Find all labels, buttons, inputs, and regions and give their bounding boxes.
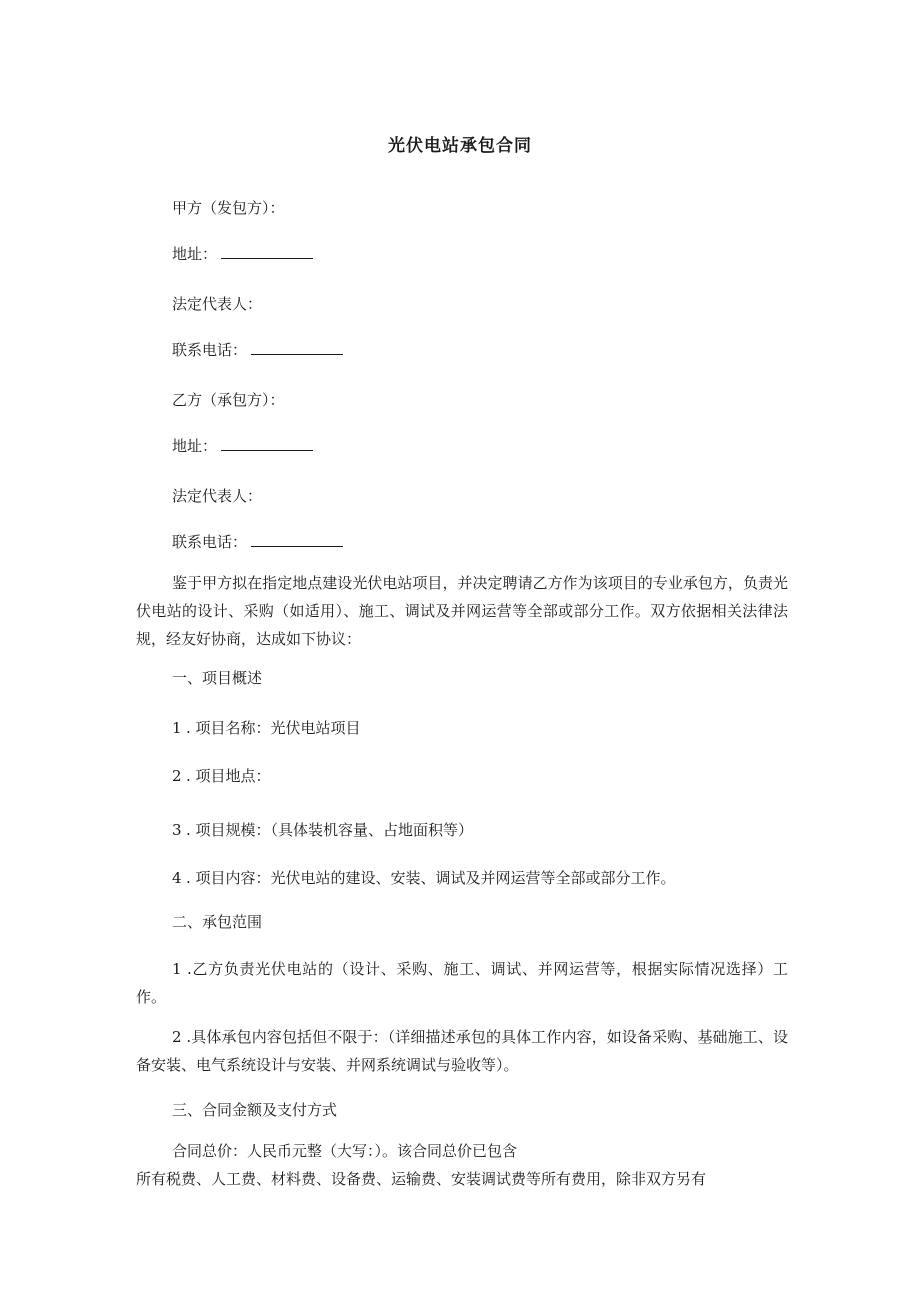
section1-item-2-text: . 项目地点：: [186, 767, 271, 785]
section1-heading: 一、项目概述: [172, 669, 263, 687]
section1-item-1-num: 1: [172, 719, 182, 737]
party-a-phone-blank: [251, 340, 343, 355]
party-a-phone: [172, 339, 343, 360]
party-a-heading: 甲方（发包方）：: [172, 199, 285, 217]
party-a-rep-label: 法定代表人：: [172, 295, 263, 313]
section1-item-1: [172, 717, 361, 738]
party-b-phone-blank: [251, 532, 343, 547]
section1-item-4: [172, 867, 676, 888]
party-b-rep-label: 法定代表人：: [172, 487, 263, 505]
section3-line-1-text: 合同总价：人民币元整（大写：）。该合同总价已包含: [172, 1142, 518, 1160]
section1-item-3-text: . 项目规模：（具体装机容量、占地面积等）: [186, 821, 474, 839]
party-a-address-label: 地址：: [172, 245, 218, 263]
section1-item-4-num: 4: [172, 869, 182, 887]
section2-item-2-text: 2 .具体承包内容包括但不限于：（详细描述承包的具体工作内容，如设备采购、基础施工、设备安装、电气系统设计与安装、并网系统调试与验收等）。: [136, 1028, 788, 1074]
party-a-address-blank: [221, 244, 313, 259]
party-a-address: [172, 243, 313, 264]
section2-item-2: [136, 1023, 788, 1079]
section2-item-1: [136, 955, 788, 1011]
section3-line-1: [136, 1137, 788, 1165]
party-b-address: [172, 435, 313, 456]
party-b-address-label: 地址：: [172, 437, 218, 455]
section3-line-2: 所有税费、人工费、材料费、设备费、运输费、安装调试费等所有费用，除非双方另有: [136, 1170, 707, 1188]
section1-item-4-text: . 项目内容：光伏电站的建设、安装、调试及并网运营等全部或部分工作。: [186, 869, 676, 887]
section1-item-2: [172, 765, 271, 786]
section1-item-3-num: 3: [172, 821, 182, 839]
section1-item-3: [172, 819, 473, 840]
preamble-text: 鉴于甲方拟在指定地点建设光伏电站项目，并决定聘请乙方作为该项目的专业承包方，负责光伏电站的设计、采购（如适用）、施工、调试及并网运营等全部或部分工作。双方依据相关法律法规，经友好协商，达成如下协议：: [136, 574, 788, 648]
party-a-phone-label: 联系电话：: [172, 341, 248, 359]
party-b-heading: 乙方（承包方）：: [172, 391, 285, 409]
section3-heading: 三、合同金额及支付方式: [172, 1101, 338, 1119]
preamble-paragraph: [136, 569, 788, 653]
party-b-phone-label: 联系电话：: [172, 533, 248, 551]
party-b-address-blank: [221, 436, 313, 451]
section3-paragraph: [136, 1137, 788, 1193]
section2-item-1-text: 1 .乙方负责光伏电站的（设计、采购、施工、调试、并网运营等，根据实际情况选择）工作。: [136, 960, 788, 1006]
party-b-phone: [172, 531, 343, 552]
page-title: 光伏电站承包合同: [388, 136, 532, 156]
section2-heading: 二、承包范围: [172, 913, 263, 931]
section1-item-2-num: 2: [172, 767, 182, 785]
section1-item-1-text: . 项目名称：光伏电站项目: [186, 719, 361, 737]
